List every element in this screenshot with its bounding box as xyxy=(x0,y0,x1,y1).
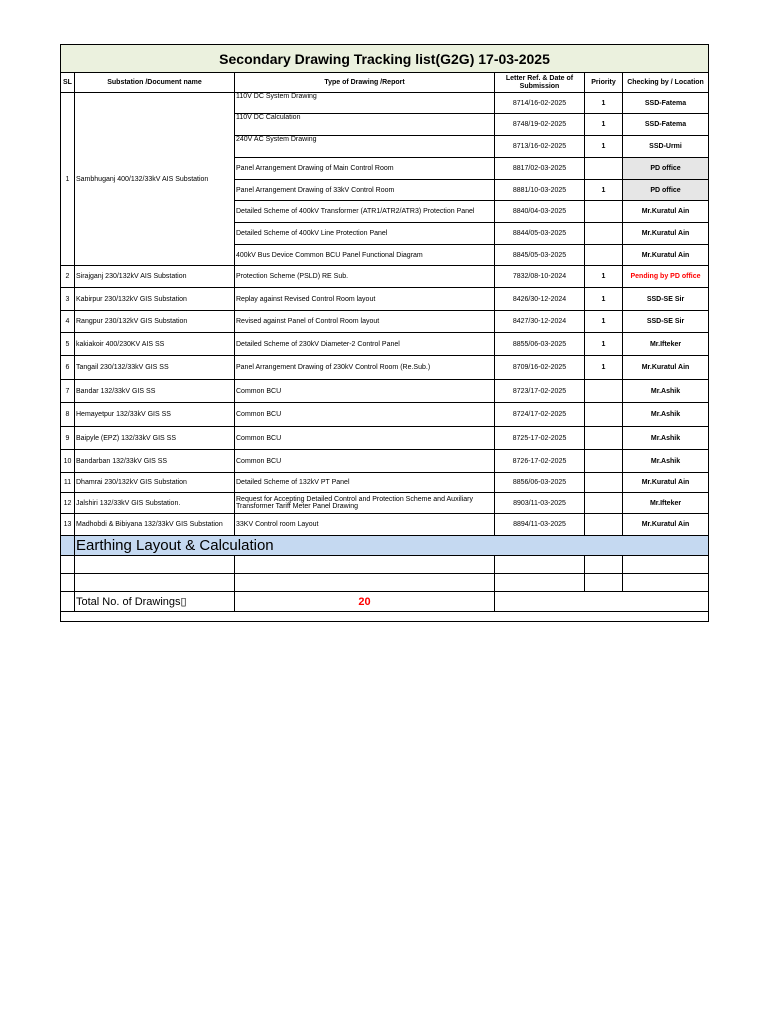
row-ref: 8894/11-03-2025 xyxy=(495,514,585,536)
row-type: Common BCU xyxy=(235,380,495,403)
table-row xyxy=(61,493,709,514)
row-ref: 8709/16-02-2025 xyxy=(495,356,585,380)
table-row xyxy=(61,288,709,311)
row-priority xyxy=(585,380,623,403)
row-checking: Mr.Kuratul Ain xyxy=(623,473,709,493)
row-ref: 8725-17-02-2025 xyxy=(495,427,585,450)
tracking-sheet xyxy=(60,44,709,622)
row-ref: 7832/08-10-2024 xyxy=(495,266,585,288)
table-row xyxy=(61,473,709,493)
section-row xyxy=(61,536,709,556)
row-sl: 8 xyxy=(61,403,75,427)
row-type: Panel Arrangement Drawing of Main Control Room xyxy=(235,158,495,180)
row-ref: 8714/16-02-2025 xyxy=(495,93,585,114)
row-sl: 10 xyxy=(61,450,75,473)
row-ref: 8713/16-02-2025 xyxy=(495,136,585,158)
row-substation: Bandarban 132/33kV GIS SS xyxy=(75,450,235,473)
row-sl: 4 xyxy=(61,311,75,333)
table-row xyxy=(61,93,709,114)
header-checking-label: Checking by / Location xyxy=(627,78,704,86)
row-type: Replay against Revised Control Room layout xyxy=(235,288,495,311)
row-substation: Rangpur 230/132kV GIS Substation xyxy=(75,311,235,333)
row-type: 33KV Control room Layout xyxy=(235,514,495,536)
table-row xyxy=(61,356,709,380)
row-sl: 7 xyxy=(61,380,75,403)
row-type: 110V DC System Drawing xyxy=(235,93,495,114)
row-ref: 8427/30-12-2024 xyxy=(495,311,585,333)
row-checking: Mr.Kuratul Ain xyxy=(623,223,709,245)
row-substation: Madhobdi & Bibiyana 132/33kV GIS Substation xyxy=(75,514,235,536)
row-checking: SSD-SE Sir xyxy=(623,288,709,311)
blank-row xyxy=(61,556,709,574)
row-checking: SSD-Urmi xyxy=(623,136,709,158)
header-row xyxy=(61,73,709,93)
row-checking: PD office xyxy=(623,158,709,180)
table-row xyxy=(61,450,709,473)
row-ref: 8903/11-03-2025 xyxy=(495,493,585,514)
row-substation: Kabirpur 230/132kV GIS Substation xyxy=(75,288,235,311)
row-ref: 8844/05-03-2025 xyxy=(495,223,585,245)
row-checking: Mr.Ashik xyxy=(623,450,709,473)
row-type: 110V DC Calculation xyxy=(235,114,495,136)
row-substation: kakiakoir 400/230KV AIS SS xyxy=(75,333,235,356)
row-substation: Jalshiri 132/33kV GIS Substation. xyxy=(75,493,235,514)
row-type: Common BCU xyxy=(235,427,495,450)
header-ref xyxy=(495,73,585,93)
table-row xyxy=(61,514,709,536)
row-ref: 8724/17-02-2025 xyxy=(495,403,585,427)
section-heading: Earthing Layout & Calculation xyxy=(75,536,709,556)
row-type: Panel Arrangement Drawing of 230kV Control Room (Re.Sub.) xyxy=(235,356,495,380)
row-ref: 8840/04-03-2025 xyxy=(495,201,585,223)
row-priority xyxy=(585,514,623,536)
table-row xyxy=(61,266,709,288)
row-checking: SSD-Fatema xyxy=(623,93,709,114)
row-substation: Baipyle (EPZ) 132/33kV GIS SS xyxy=(75,427,235,450)
row-checking: Mr.Kuratul Ain xyxy=(623,514,709,536)
total-value: 20 xyxy=(235,592,495,612)
row-type: Panel Arrangement Drawing of 33kV Control Room xyxy=(235,180,495,201)
row-priority: 1 xyxy=(585,266,623,288)
title-row xyxy=(61,45,709,73)
row-priority xyxy=(585,493,623,514)
row-sl: 11 xyxy=(61,473,75,493)
row-ref: 8881/10-03-2025 xyxy=(495,180,585,201)
blank-row xyxy=(61,574,709,592)
row-checking: Pending by PD office xyxy=(623,266,709,288)
row-substation: Tangail 230/132/33kV GIS SS xyxy=(75,356,235,380)
row-type: Detailed Scheme of 400kV Transformer (ATR1/ATR2/ATR3) Protection Panel xyxy=(235,201,495,223)
row-type: Detailed Scheme of 400kV Line Protection Panel xyxy=(235,223,495,245)
sheet-title: Secondary Drawing Tracking list(G2G) 17-03-2025 xyxy=(61,45,709,73)
row-checking: Mr.Ifteker xyxy=(623,333,709,356)
row-priority: 1 xyxy=(585,93,623,114)
row-checking: Mr.Ifteker xyxy=(623,493,709,514)
row-type: Revised against Panel of Control Room layout xyxy=(235,311,495,333)
row-ref: 8748/19-02-2025 xyxy=(495,114,585,136)
table-row xyxy=(61,427,709,450)
row-type: Common BCU xyxy=(235,450,495,473)
row-substation: Sambhuganj 400/132/33kV AIS Substation xyxy=(75,93,235,266)
row-checking: SSD-Fatema xyxy=(623,114,709,136)
header-substation: Substation /Document name xyxy=(75,73,235,93)
row-priority xyxy=(585,201,623,223)
row-priority: 1 xyxy=(585,311,623,333)
row-priority: 1 xyxy=(585,288,623,311)
row-checking: Mr.Ashik xyxy=(623,427,709,450)
row-checking: PD office xyxy=(623,180,709,201)
row-ref: 8855/06-03-2025 xyxy=(495,333,585,356)
row-ref: 8726-17-02-2025 xyxy=(495,450,585,473)
row-priority: 1 xyxy=(585,356,623,380)
end-row xyxy=(61,612,709,622)
table-row xyxy=(61,333,709,356)
row-checking: Mr.Ashik xyxy=(623,380,709,403)
row-priority xyxy=(585,403,623,427)
row-substation: Dhamrai 230/132kV GIS Substation xyxy=(75,473,235,493)
row-sl: 2 xyxy=(61,266,75,288)
header-ref-label: Letter Ref. & Date of Submission xyxy=(505,74,574,90)
total-label: Total No. of Drawings▯ xyxy=(75,592,235,612)
row-priority xyxy=(585,427,623,450)
row-priority: 1 xyxy=(585,114,623,136)
row-checking: Mr.Ashik xyxy=(623,403,709,427)
row-type: 400kV Bus Device Common BCU Panel Functional Diagram xyxy=(235,245,495,266)
row-sl: 9 xyxy=(61,427,75,450)
row-checking: SSD-SE Sir xyxy=(623,311,709,333)
row-type: 240V AC System Drawing xyxy=(235,136,495,158)
row-priority: 1 xyxy=(585,333,623,356)
header-checking xyxy=(623,73,709,93)
row-sl: 5 xyxy=(61,333,75,356)
row-ref: 8845/05-03-2025 xyxy=(495,245,585,266)
row-ref: 8426/30-12-2024 xyxy=(495,288,585,311)
row-sl: 13 xyxy=(61,514,75,536)
row-priority xyxy=(585,158,623,180)
row-sl: 12 xyxy=(61,493,75,514)
table-row xyxy=(61,403,709,427)
row-checking: Mr.Kuratul Ain xyxy=(623,356,709,380)
row-ref: 8856/06-03-2025 xyxy=(495,473,585,493)
row-type: Common BCU xyxy=(235,403,495,427)
row-checking: Mr.Kuratul Ain xyxy=(623,245,709,266)
row-priority: 1 xyxy=(585,180,623,201)
header-priority: Priority xyxy=(585,73,623,93)
row-sl: 1 xyxy=(61,93,75,266)
row-priority xyxy=(585,223,623,245)
row-sl: 6 xyxy=(61,356,75,380)
row-substation: Hemayetpur 132/33kV GIS SS xyxy=(75,403,235,427)
header-type: Type of Drawing /Report xyxy=(235,73,495,93)
row-type: Detailed Scheme of 132kV PT Panel xyxy=(235,473,495,493)
row-priority xyxy=(585,450,623,473)
row-type: Request for Accepting Detailed Control and Protection Scheme and Auxiliary Transformer Tariff Meter Panel Drawing xyxy=(235,493,495,514)
row-type: Protection Scheme (PSLD) RE Sub. xyxy=(235,266,495,288)
row-substation: Bandar 132/33kV GIS SS xyxy=(75,380,235,403)
table-row xyxy=(61,311,709,333)
row-substation: Sirajganj 230/132kV AIS Substation xyxy=(75,266,235,288)
row-type: Detailed Scheme of 230kV Diameter-2 Control Panel xyxy=(235,333,495,356)
row-priority xyxy=(585,245,623,266)
row-ref: 8723/17-02-2025 xyxy=(495,380,585,403)
row-sl: 3 xyxy=(61,288,75,311)
row-priority: 1 xyxy=(585,136,623,158)
row-checking: Mr.Kuratul Ain xyxy=(623,201,709,223)
header-sl: SL xyxy=(61,73,75,93)
total-row xyxy=(61,592,709,612)
section-spacer xyxy=(61,536,75,556)
row-priority xyxy=(585,473,623,493)
row-ref: 8817/02-03-2025 xyxy=(495,158,585,180)
table-row xyxy=(61,380,709,403)
